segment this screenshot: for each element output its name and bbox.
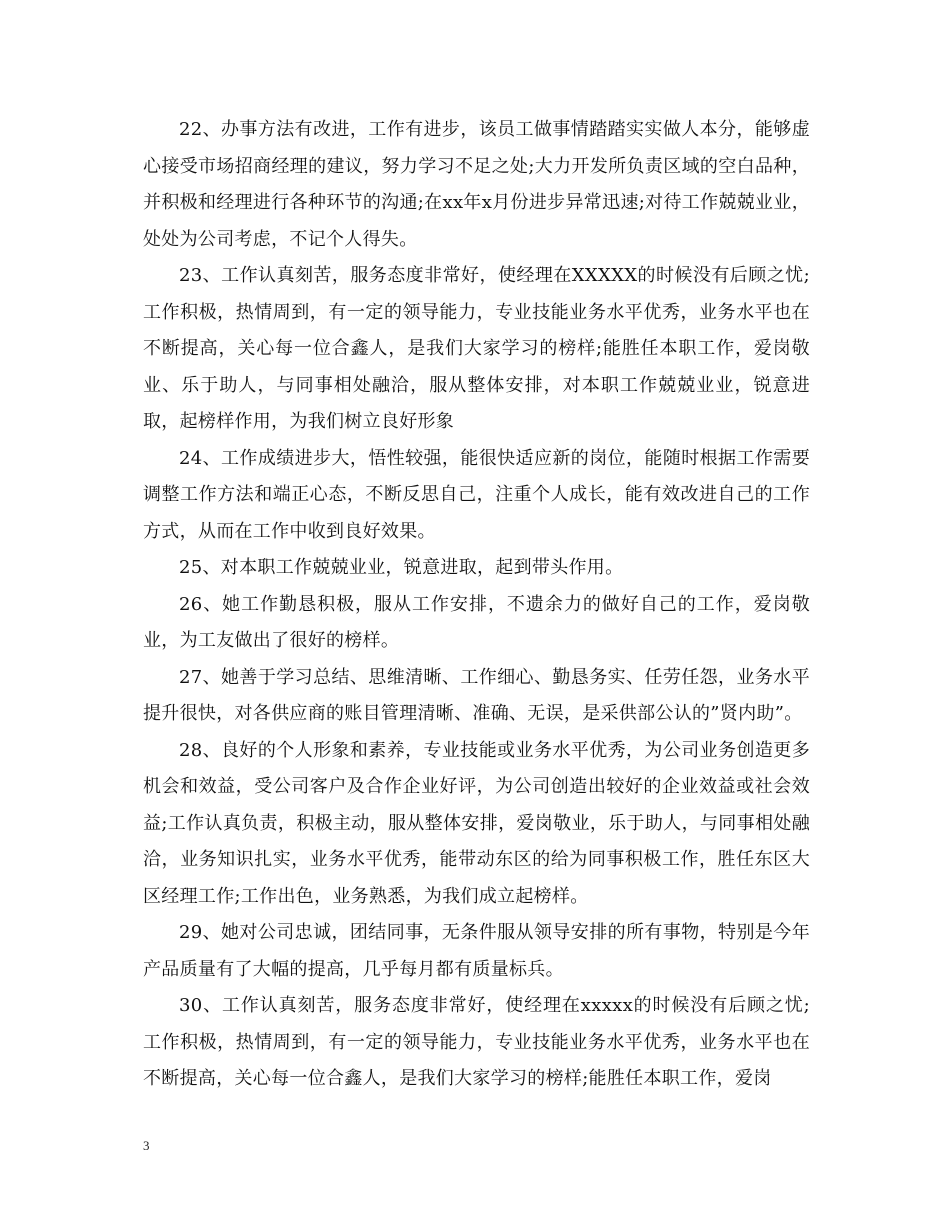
document-body — [143, 112, 810, 1098]
page-number: 3 — [143, 1138, 150, 1153]
paragraph-29: 29、她对公司忠诚，团结同事，无条件服从领导安排的所有事物，特别是今年产品质量有了大幅的提高，几乎每月都有质量标兵。 — [143, 922, 810, 980]
paragraph-22: 22、办事方法有改进，工作有进步，该员工做事情踏踏实实做人本分，能够虚心接受市场招商经理的建议，努力学习不足之处;大力开发所负责区域的空白品种，并积极和经理进行各种环节的沟通;在xx年x月份进步异常迅速;对待工作兢兢业业，处处为公司考虑，不记个人得失。 — [143, 119, 810, 250]
paragraph-25: 25、对本职工作兢兢业业，锐意进取，起到带头作用。 — [179, 557, 624, 578]
paragraph-30: 30、工作认真刻苦，服务态度非常好，使经理在xxxxx的时候没有后顾之忧;工作积极，热情周到，有一定的领导能力，专业技能业务水平优秀，业务水平也在不断提高，关心每一位合鑫人，是我们大家学习的榜样;能胜任本职工作，爱岗 — [143, 995, 810, 1089]
paragraph-28: 28、良好的个人形象和素养，专业技能或业务水平优秀，为公司业务创造更多机会和效益，受公司客户及合作企业好评，为公司创造出较好的企业效益或社会效益;工作认真负责，积极主动，服从整体安排，爱岗敬业，乐于助人，与同事相处融洽，业务知识扎实，业务水平优秀，能带动东区的给为同事积极工作，胜任东区大区经理工作;工作出色，业务熟悉，为我们成立起榜样。 — [143, 739, 810, 907]
paragraph-23: 23、工作认真刻苦，服务态度非常好，使经理在XXXXX的时候没有后顾之忧;工作积极，热情周到，有一定的领导能力，专业技能业务水平优秀，业务水平也在不断提高，关心每一位合鑫人，是我们大家学习的榜样;能胜任本职工作，爱岗敬业、乐于助人，与同事相处融洽，服从整体安排，对本职工作兢兢业业，锐意进取，起榜样作用，为我们树立良好形象 — [143, 265, 810, 432]
paragraph-24: 24、工作成绩进步大，悟性较强，能很快适应新的岗位，能随时根据工作需要调整工作方法和端正心态，不断反思自己，注重个人成长，能有效改进自己的工作方式，从而在工作中收到良好效果。 — [143, 447, 810, 542]
paragraph-27: 27、她善于学习总结、思维清晰、工作细心、勤恳务实、任劳任怨，业务水平提升很快，对各供应商的账目管理清晰、准确、无误，是采供部公认的”贤内助”。 — [143, 666, 810, 724]
paragraph-26: 26、她工作勤恳积极，服从工作安排，不遗余力的做好自己的工作，爱岗敬业，为工友做出了很好的榜样。 — [143, 593, 810, 651]
